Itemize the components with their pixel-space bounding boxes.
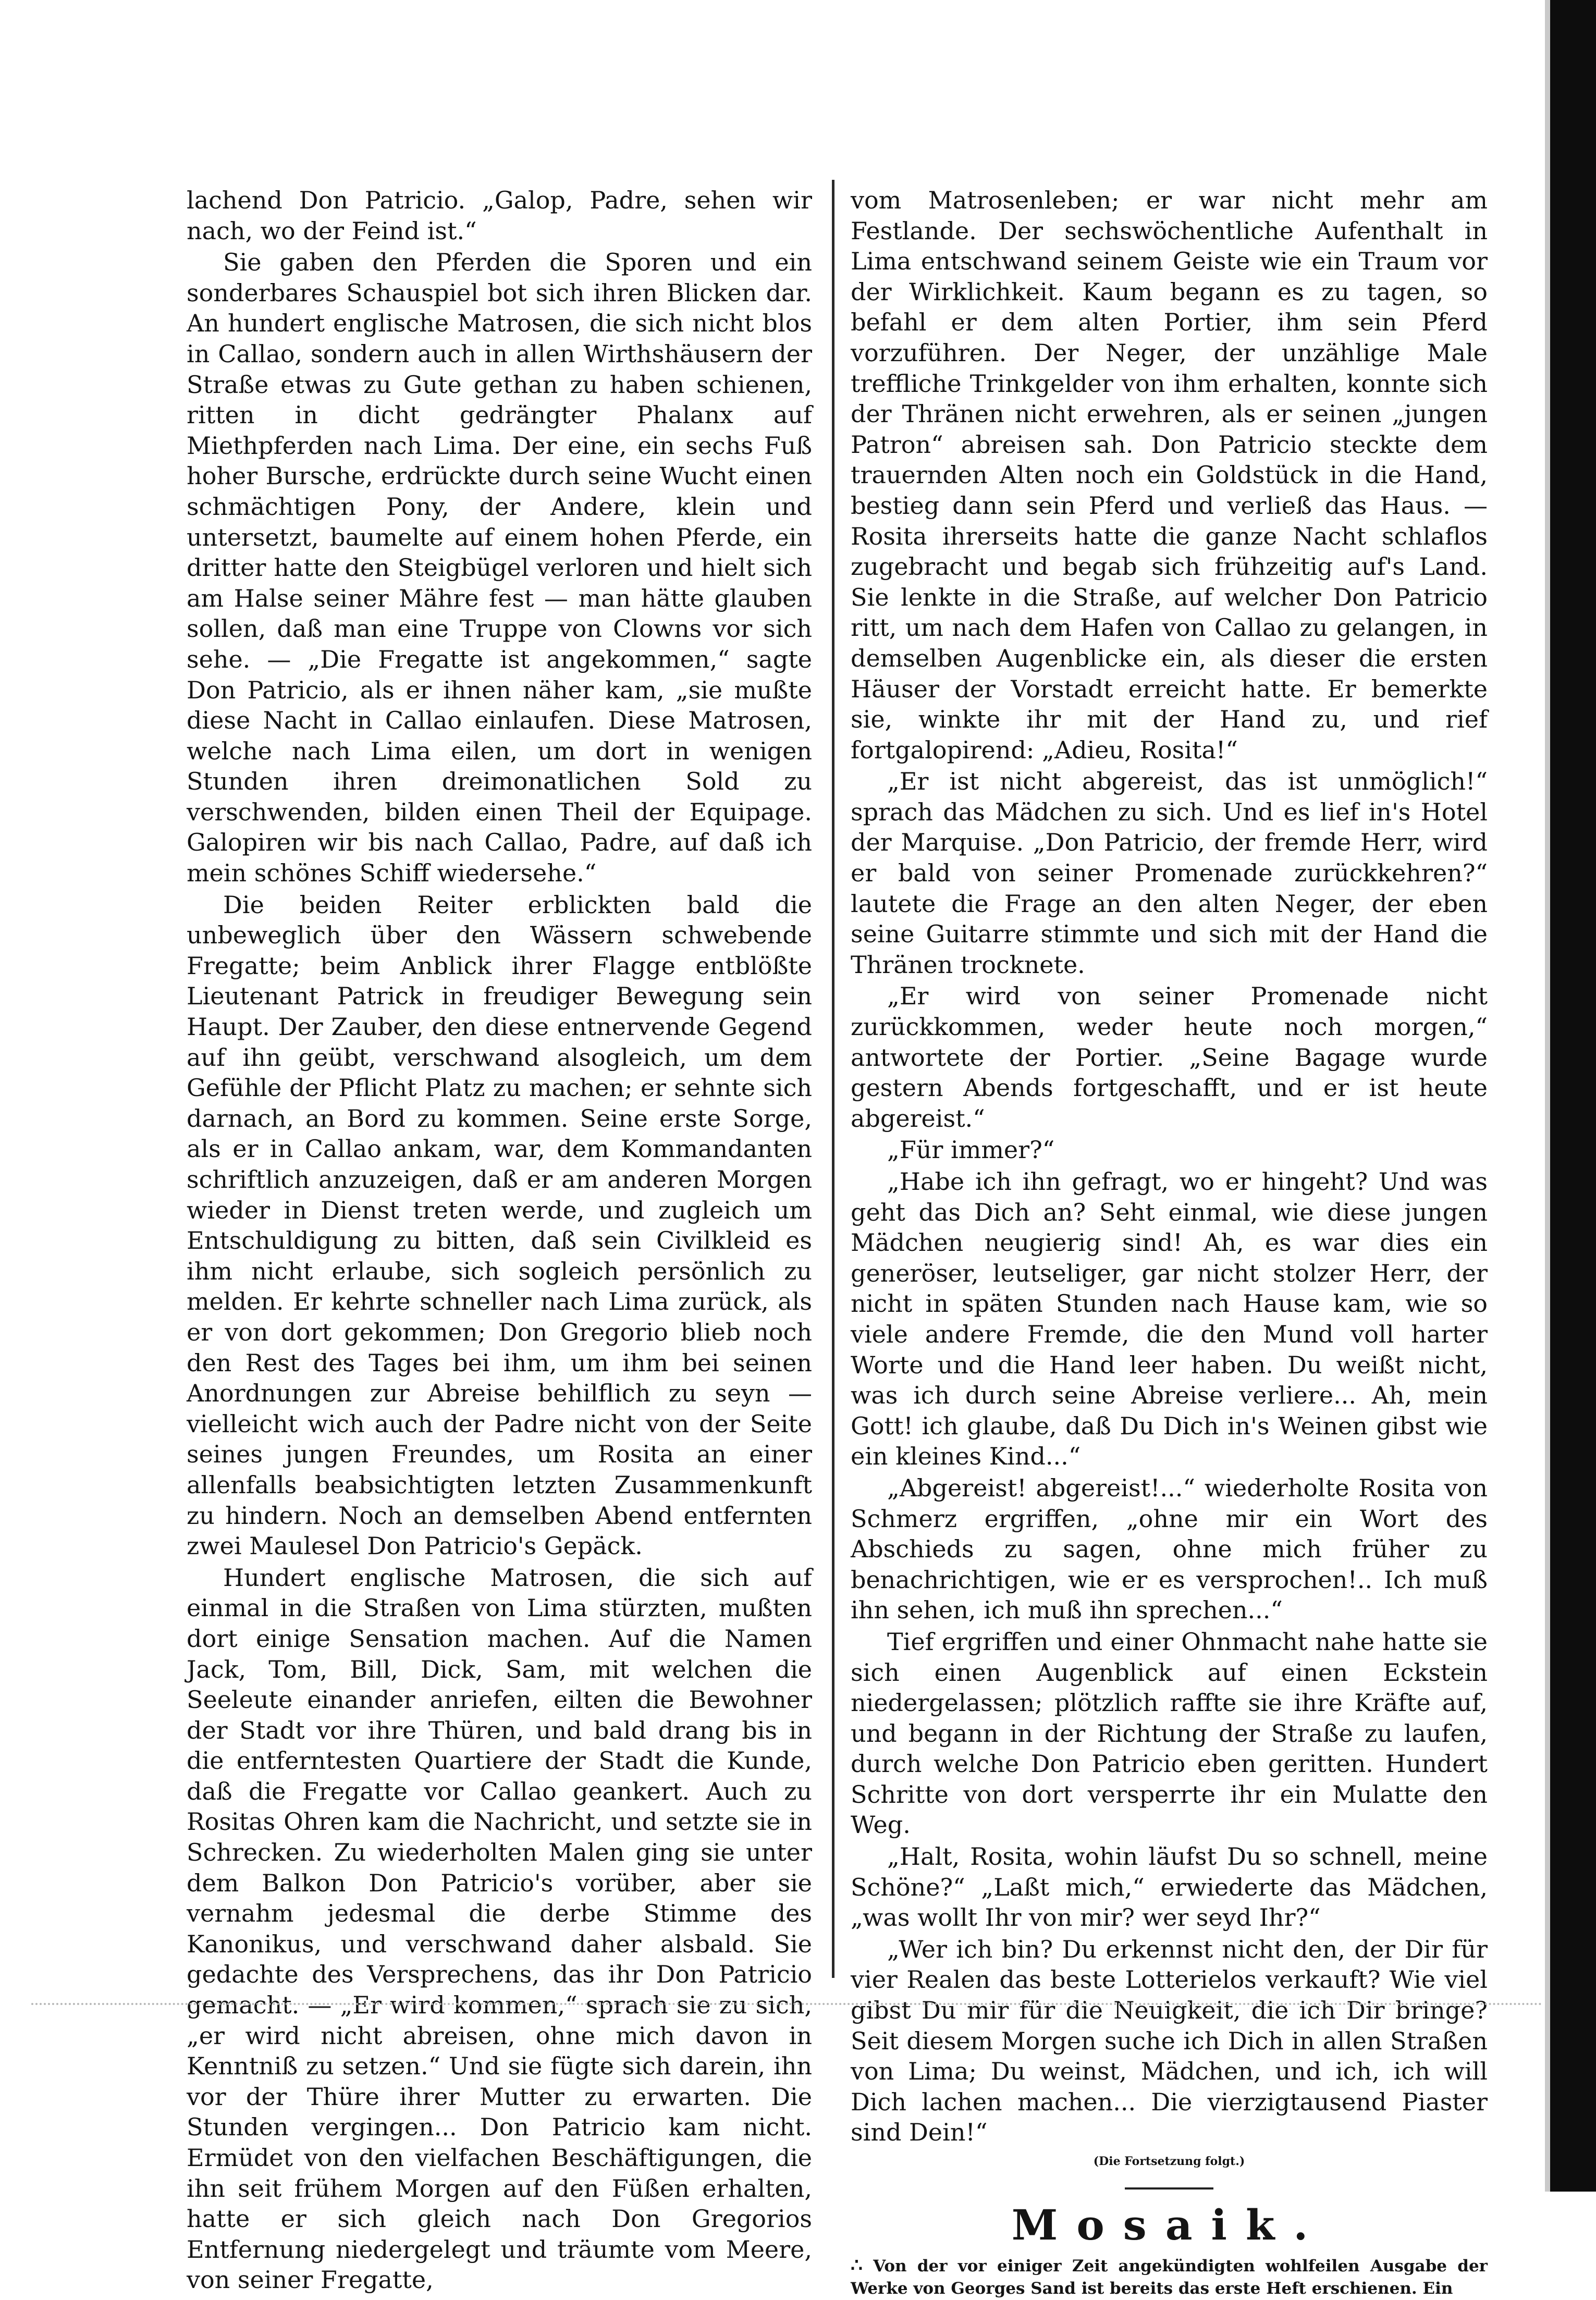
bottom-bleed-dots	[31, 2003, 1543, 2007]
paragraph: „Abgereist! abgereist!...“ wiederholte Rosita von Schmerz ergriffen, „ohne mir ein Wort des Abschieds zu sagen, ohne mich früher zu benachrichtigen, wie er es versprochen!.. Ich muß ihn sehen, ich muß ihn sprechen...“	[851, 1473, 1488, 1625]
paragraph: lachend Don Patricio. „Galop, Padre, sehen wir nach, wo der Feind ist.“	[187, 186, 812, 245]
paragraph: Tief ergriffen und einer Ohnmacht nahe hatte sie sich einen Augenblick auf einen Eckstein niedergelassen; plötzlich raffte sie ihre Kräfte auf, und begann in der Richtung der Straße zu laufen, durch welche Don Patricio eben geritten. Hundert Schritte von dort versperrte ihr ein Mulatte den Weg.	[851, 1627, 1488, 1839]
paragraph: „Er ist nicht abgereist, das ist unmöglich!“ sprach das Mädchen zu sich. Und es lief in's Hotel der Marquise. „Don Patricio, der fremde Herr, wird er bald von seiner Promenade zurückkehren?“ lautete die Frage an den alten Neger, der eben seine Guitarre stimmte und sich mit der Hand die Thränen trocknete.	[851, 767, 1488, 979]
paragraph: „Wer ich bin? Du erkennst nicht den, der Dir für vier Realen das beste Lotterielos verkauft? Wie viel gibst Du mir für die Neuigkeit, die ich Dir bringe? Seit diesem Morgen suche ich Dich in allen Straßen von Lima; Du weinst, Mädchen, und ich, ich will Dich lachen machen... Die vierzigtausend Piaster sind Dein!“	[851, 1935, 1488, 2147]
section-rule	[1125, 2187, 1213, 2190]
continuation-note: (Die Fortsetzung folgt.)	[1093, 2155, 1245, 2168]
text-column-right	[851, 185, 1488, 2300]
paragraph: vom Matrosenleben; er war nicht mehr am Festlande. Der sechswöchentliche Aufenthalt in Lima entschwand seinem Geiste wie ein Traum vor der Wirklichkeit. Kaum begann es zu tagen, so befahl er dem alten Portier, ihm sein Pferd vorzuführen. Der Neger, der unzählige Male treffliche Trinkgelder von ihm erhalten, konnte sich der Thränen nicht erwehren, als er seinen „jungen Patron“ abreisen sah. Don Patricio steckte dem trauernden Alten noch ein Goldstück in die Hand, bestieg dann sein Pferd und verließ das Haus. — Rosita ihrerseits hatte die ganze Nacht schlaflos zugebracht und begab sich frühzeitig auf's Land. Sie lenkte in die Straße, auf welcher Don Patricio ritt, um nach dem Hafen von Callao zu gelangen, in demselben Augenblicke ein, als dieser die ersten Häuser der Vorstadt erreicht hatte. Er bemerkte sie, winkte ihr mit der Hand zu, und rief fortgalopirend: „Adieu, Rosita!“	[851, 186, 1488, 764]
section-text-body: Von der vor einiger Zeit angekündigten wohlfeilen Ausgabe der Werke von Georges Sand ist bereits das erste Heft erschienen. Ein	[851, 2257, 1488, 2298]
paragraph: „Für immer?“	[887, 1136, 1055, 1164]
page-shadow-edge	[1545, 0, 1550, 2192]
scan-dark-margin	[1550, 0, 1596, 2192]
column-divider	[832, 180, 834, 1978]
paragraph: „Habe ich ihn gefragt, wo er hingeht? Und was geht das Dich an? Seht einmal, wie diese jungen Mädchen neugierig sind! Ah, es war dies ein generöser, leutseliger, gar nicht stolzer Herr, der nicht in späten Stunden nach Hause kam, wie so viele andere Fremde, die den Mund voll harter Worte und die Hand leer haben. Du weißt nicht, was ich durch seine Abreise verliere... Ah, mein Gott! ich glaube, daß Du Dich in's Weinen gibst wie ein kleines Kind...“	[851, 1167, 1488, 1471]
paragraph: Sie gaben den Pferden die Sporen und ein sonderbares Schauspiel bot sich ihren Blicken dar. An hundert englische Matrosen, die sich nicht blos in Callao, sondern auch in allen Wirthshäusern der Straße etwas zu Gute gethan zu haben schienen, ritten in dicht gedrängter Phalanx auf Miethpferden nach Lima. Der eine, ein sechs Fuß hoher Bursche, erdrückte durch seine Wucht einen schmächtigen Pony, der Andere, klein und untersetzt, baumelte auf einem hohen Pferde, ein dritter hatte den Steigbügel verloren und hielt sich am Halse seiner Mähre fest — man hätte glauben sollen, daß man eine Truppe von Clowns vor sich sehe. — „Die Fregatte ist angekommen,“ sagte Don Patricio, als er ihnen näher kam, „sie mußte diese Nacht in Callao einlaufen. Diese Matrosen, welche nach Lima eilen, um dort in wenigen Stunden ihren dreimonatlichen Sold zu verschwenden, bilden einen Theil der Equipage. Galopiren wir bis nach Callao, Padre, auf daß ich mein schönes Schiff wiedersehe.“	[187, 248, 812, 888]
paragraph: Hundert englische Matrosen, die sich auf einmal in die Straßen von Lima stürzten, mußten dort einige Sensation machen. Auf die Namen Jack, Tom, Bill, Dick, Sam, mit welchen die Seeleute einander anriefen, eilten die Bewohner der Stadt vor ihre Thüren, und bald drang bis in die entferntesten Quartiere der Stadt die Kunde, daß die Fregatte vor Callao geankert. Auch zu Rositas Ohren kam die Nachricht, und setzte sie in Schrecken. Zu wiederholten Malen ging sie unter dem Balkon Don Patricio's vorüber, aber sie vernahm jedesmal die derbe Stimme des Kanonikus, und verschwand daher alsbald. Sie gedachte des Versprechens, das ihr Don Patricio gemacht. — „Er wird kommen,“ sprach sie zu sich, „er wird nicht abreisen, ohne mich davon in Kenntniß zu setzen.“ Und sie fügte sich darein, ihn vor der Thüre ihrer Mutter zu erwarten. Die Stunden vergingen... Don Patricio kam nicht. Ermüdet von den vielfachen Beschäftigungen, die ihn seit frühem Morgen auf den Füßen erhalten, hatte er sich gleich nach Don Gregorios Entfernung niedergelegt und träumte vom Meere, von seiner Fregatte,	[187, 1563, 812, 2294]
paragraph: Die beiden Reiter erblickten bald die unbeweglich über den Wässern schwebende Fregatte; beim Anblick ihrer Flagge entblößte Lieutenant Patrick in freudiger Bewegung sein Haupt. Der Zauber, den diese entnervende Gegend auf ihn geübt, verschwand alsogleich, um dem Gefühle der Pflicht Platz zu machen; er sehnte sich darnach, an Bord zu kommen. Seine erste Sorge, als er in Callao ankam, war, dem Kommandanten schriftlich anzuzeigen, daß er am anderen Morgen wieder in Dienst treten werde, und zugleich um Entschuldigung zu bitten, daß sein Civilkleid es ihm nicht erlaube, sich sogleich persönlich zu melden. Er kehrte schneller nach Lima zurück, als er von dort gekommen; Don Gregorio blieb noch den Rest des Tages bei ihm, um ihm bei seinen Anordnungen zur Abreise behilflich zu seyn — vielleicht wich auch der Padre nicht von der Seite seines jungen Freundes, um Rosita an einer allenfalls beabsichtigten letzten Zusammenkunft zu hindern. Noch an demselben Abend entfernten zwei Maulesel Don Patricio's Gepäck.	[187, 890, 812, 1560]
section-text	[851, 2254, 1488, 2300]
text-column-left	[187, 185, 812, 2295]
paragraph: „Er wird von seiner Promenade nicht zurückkommen, weder heute noch morgen,“ antwortete der Portier. „Seine Bagage wurde gestern Abends fortgeschafft, und er ist heute abgereist.“	[851, 982, 1488, 1133]
paragraph: „Halt, Rosita, wohin läufst Du so schnell, meine Schöne?“ „Laßt mich,“ erwiederte das Mädchen, „was wollt Ihr von mir? wer seyd Ihr?“	[851, 1842, 1488, 1932]
section-title: Mosaik.	[1011, 2200, 1327, 2249]
section-marker: ∴	[851, 2254, 863, 2276]
